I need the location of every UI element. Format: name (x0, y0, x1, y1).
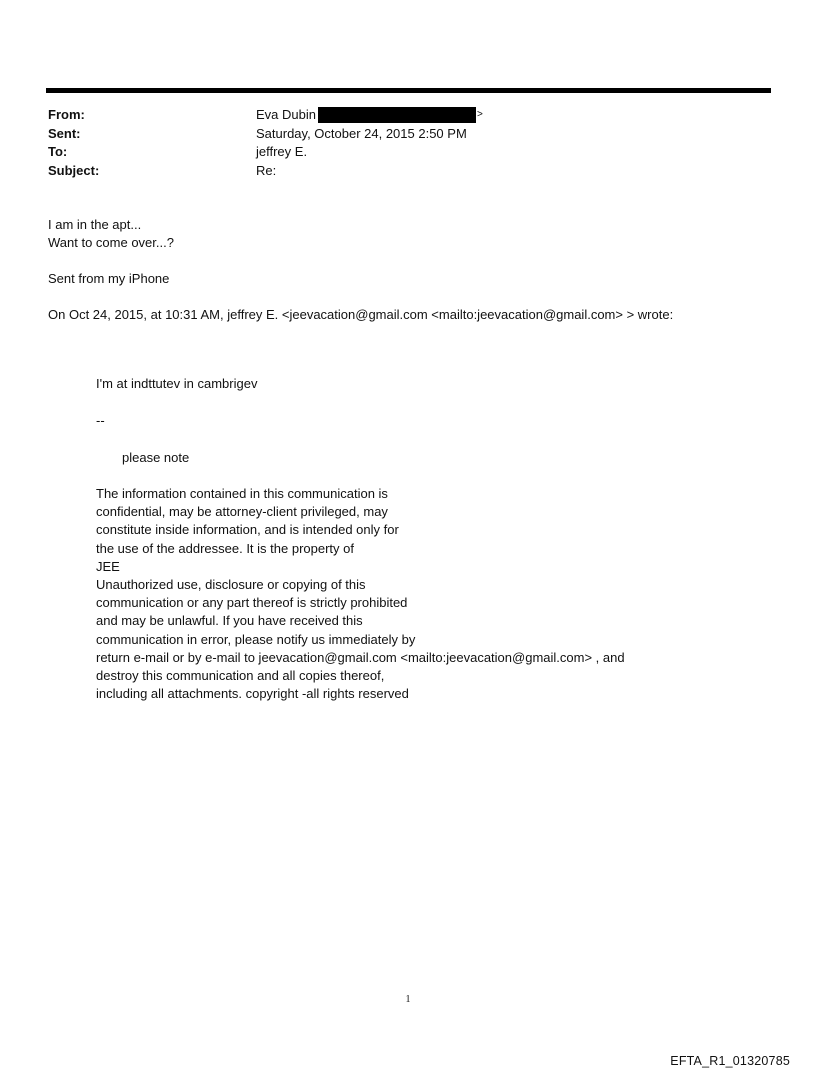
disclaimer-line: The information contained in this communication is (96, 486, 388, 501)
from-label: From: (48, 107, 85, 122)
disclaimer-line: return e-mail or by e-mail to jeevacation@gmail.com <mailto:jeevacation@gmail.com> , and (96, 649, 625, 665)
disclaimer-line: the use of the addressee. It is the property of (96, 540, 354, 556)
subject-label: Subject: (48, 162, 100, 178)
body-line-1: I am in the apt... (48, 217, 142, 232)
sent-label: Sent: (48, 125, 81, 141)
to-row (48, 143, 483, 162)
to-label: To: (48, 144, 68, 159)
body-line-2: Want to come over...? (48, 235, 174, 250)
disclaimer-line: JEE (96, 558, 120, 574)
signature: Sent from my iPhone (48, 271, 170, 286)
subject-row (48, 162, 483, 181)
from-row (48, 106, 483, 125)
disclaimer-line: destroy this communication and all copies thereof, (96, 668, 385, 684)
from-value-group (256, 106, 483, 125)
redaction-block (318, 107, 476, 123)
from-suffix: > (476, 109, 483, 120)
sent-value: Saturday, October 24, 2015 2:50 PM (256, 125, 467, 141)
page-number: 1 (405, 994, 411, 1005)
disclaimer (96, 485, 625, 703)
reply-intro: On Oct 24, 2015, at 10:31 AM, jeffrey E. <jeevacation@gmail.com <mailto:jeevacation@gmail.com> > wrote: (48, 307, 674, 322)
to-value: jeffrey E. (256, 144, 308, 159)
disclaimer-line: constitute inside information, and is intended only for (96, 522, 399, 538)
disclaimer-line: Unauthorized use, disclosure or copying of this (96, 577, 366, 593)
quoted-separator: -- (96, 413, 105, 428)
disclaimer-line: communication or any part thereof is strictly prohibited (96, 595, 408, 611)
disclaimer-line: and may be unlawful. If you have received this (96, 613, 363, 629)
disclaimer-line: confidential, may be attorney-client privileged, may (96, 504, 388, 520)
bates-number: EFTA_R1_01320785 (670, 1054, 790, 1068)
header-divider (46, 88, 771, 93)
from-value: Eva Dubin (256, 107, 316, 122)
sent-row (48, 125, 483, 144)
quoted-message: I'm at indttutev in cambrigev (96, 376, 258, 391)
disclaimer-line: including all attachments. copyright -all rights reserved (96, 686, 409, 702)
note-heading: please note (122, 450, 190, 465)
disclaimer-line: communication in error, please notify us immediately by (96, 631, 416, 647)
email-header (48, 106, 483, 180)
subject-value: Re: (256, 162, 277, 178)
